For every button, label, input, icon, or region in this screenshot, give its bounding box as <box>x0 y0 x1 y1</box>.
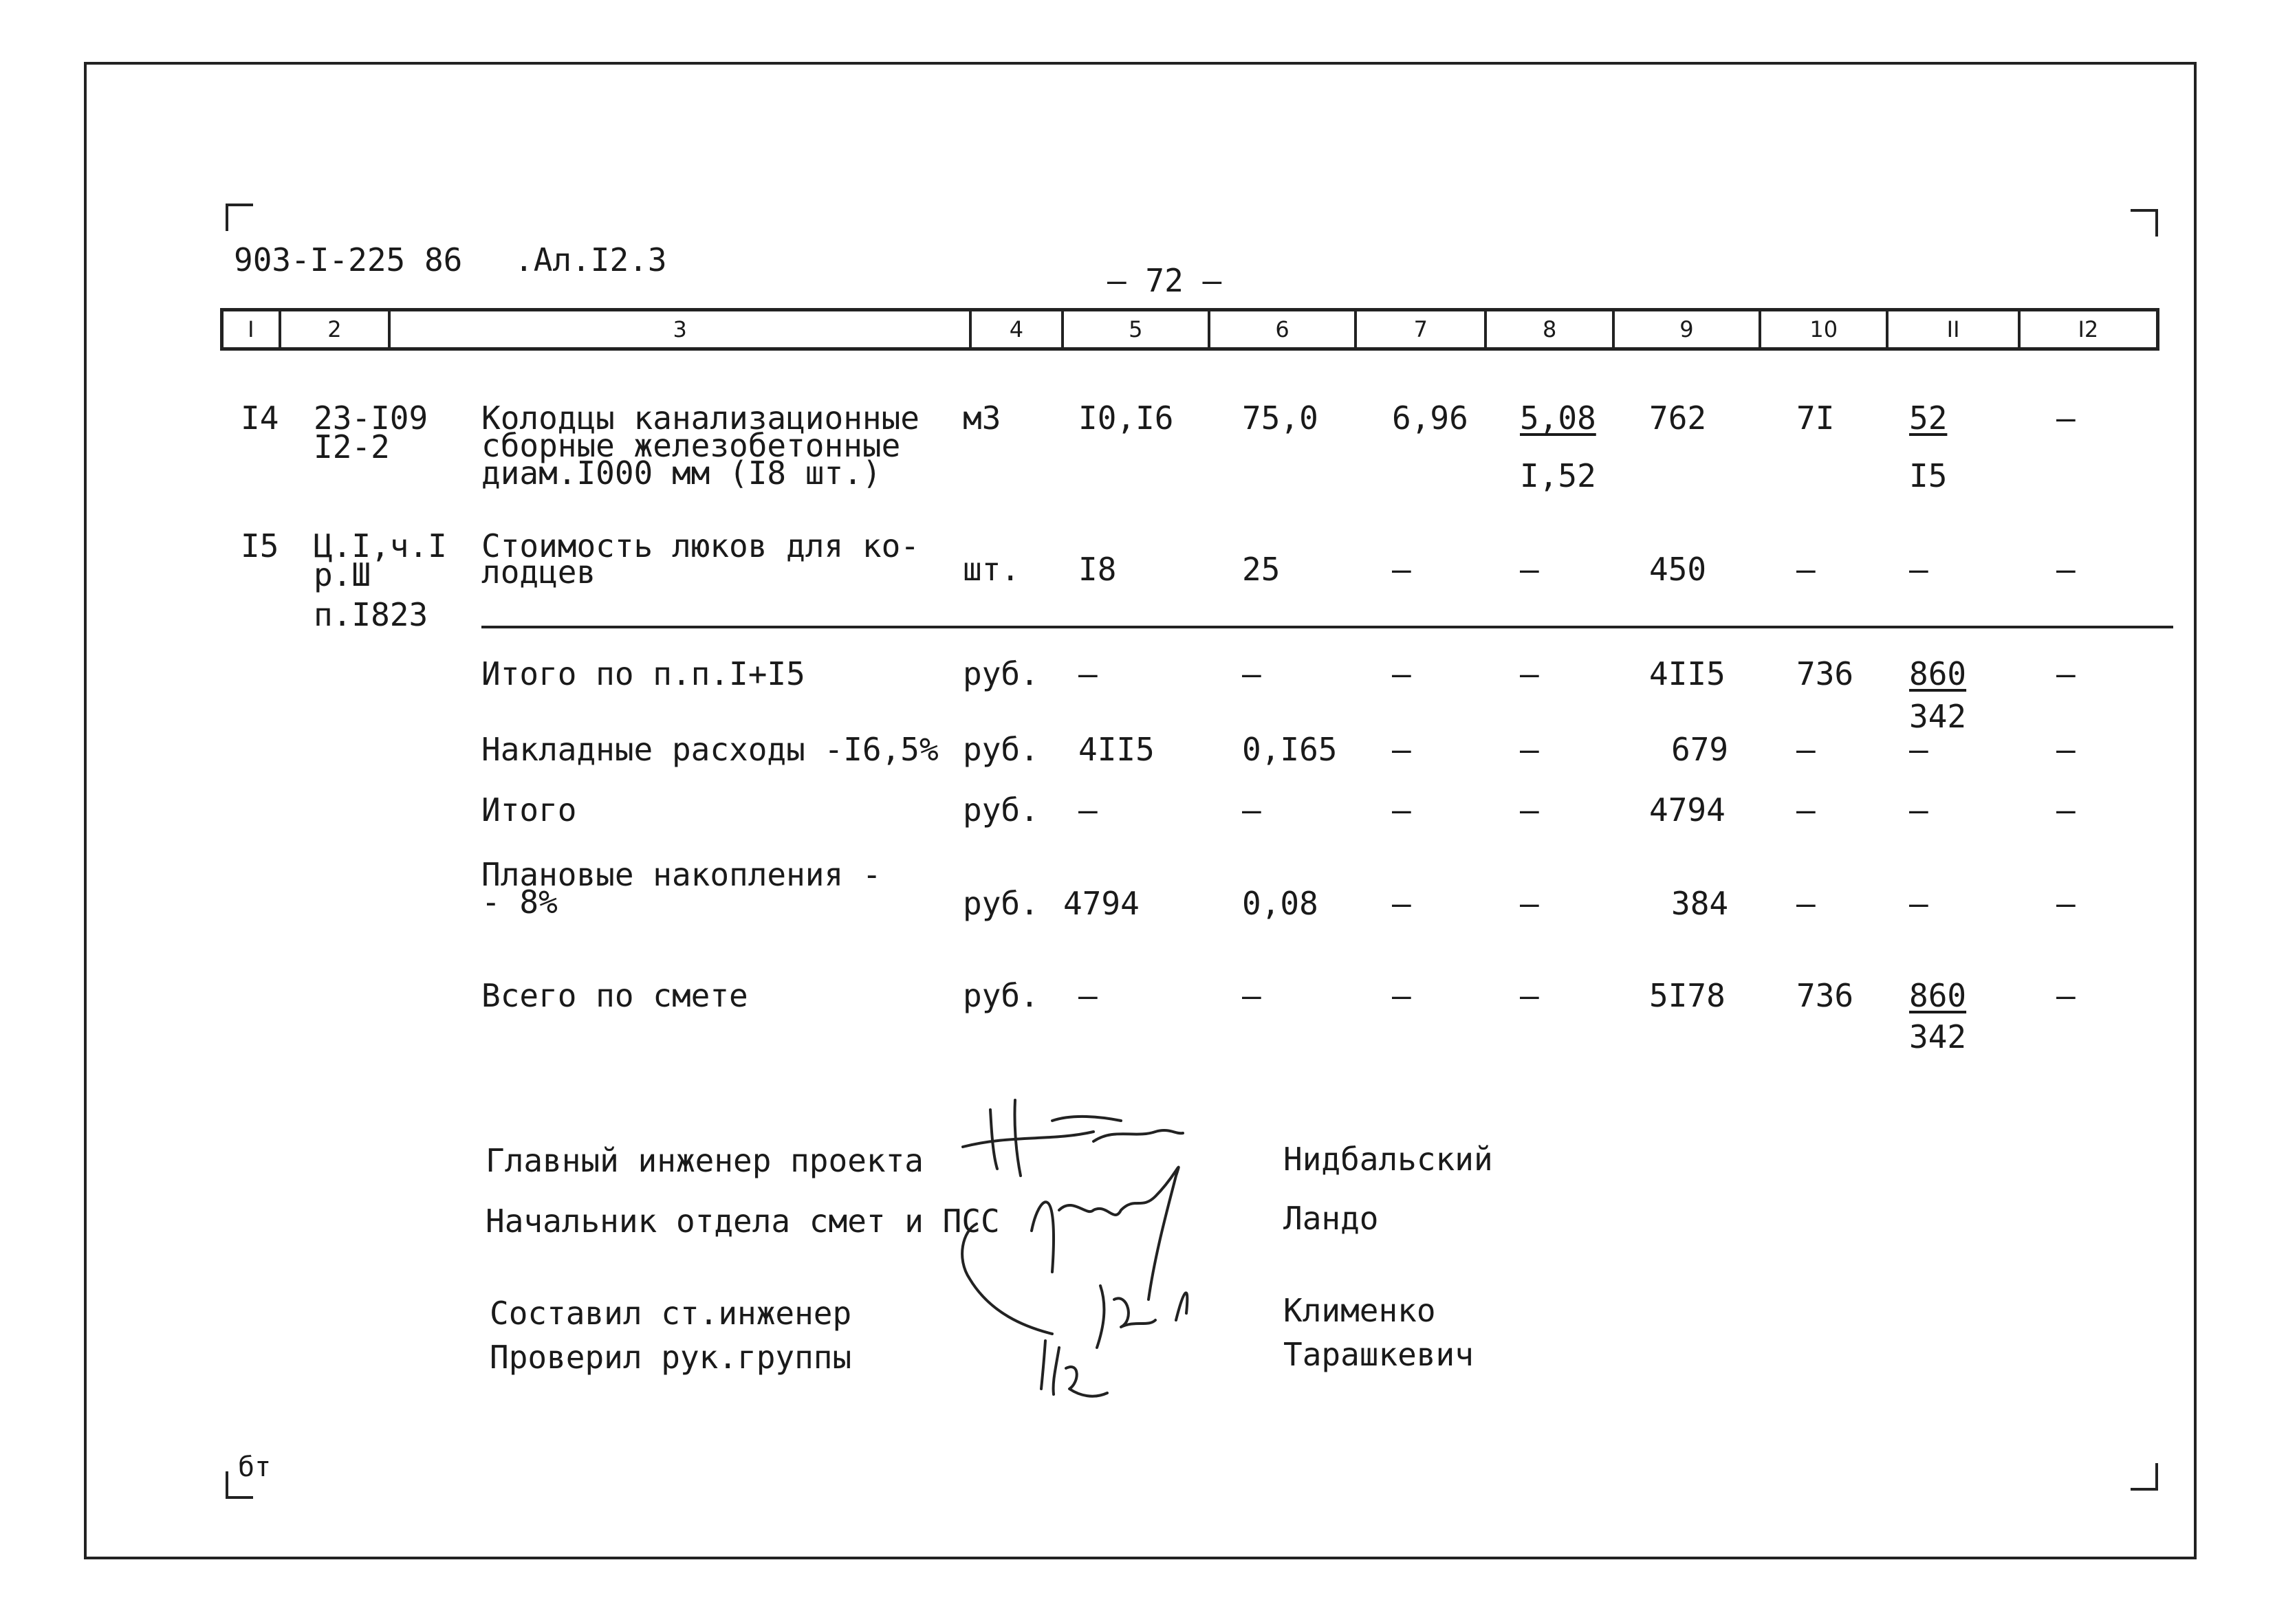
cell-c10: – <box>1796 551 1816 588</box>
total-cost: 4794 <box>1649 791 1726 829</box>
cell-c11-top: 860 <box>1909 655 1967 692</box>
cell-c11: – <box>1909 885 1928 922</box>
totals-divider <box>481 626 2173 628</box>
total-cost: 679 <box>1671 731 1729 768</box>
unit: руб. <box>963 885 1039 922</box>
total-cost: 384 <box>1671 885 1729 922</box>
cell-c7: – <box>1392 791 1411 829</box>
item-name: Колодцы канализационные <box>481 399 919 437</box>
item-name: сборные железобетонные <box>481 427 901 464</box>
total-cost: 762 <box>1649 399 1707 437</box>
unit: руб. <box>963 791 1039 829</box>
cell-c11: – <box>1909 791 1928 829</box>
total-label: - 8% <box>481 884 558 921</box>
cell-c12: – <box>2056 791 2076 829</box>
album-ref: .Ал.I2.3 <box>514 241 667 278</box>
signature-role: Главный инженер проекта <box>486 1142 924 1179</box>
cell-c8: – <box>1520 551 1539 588</box>
doc-code: 903-I-225 86 <box>234 241 463 278</box>
cell-c10: – <box>1796 885 1816 922</box>
column-header-row <box>220 308 2159 351</box>
total-label: Плановые накопления - <box>481 856 882 893</box>
signature-name: Тарашкевич <box>1283 1336 1474 1373</box>
signature-name: Ландо <box>1283 1200 1379 1237</box>
unit-price: – <box>1242 791 1261 829</box>
cell-c7: – <box>1392 977 1411 1014</box>
unit: руб. <box>963 977 1039 1014</box>
cell-c11-top: 52 <box>1909 399 1948 437</box>
cell-c10: 7I <box>1796 399 1835 437</box>
total-label: Итого по п.п.I+I5 <box>481 655 805 692</box>
page-number: — 72 — <box>1107 262 1222 299</box>
total-label: Всего по смете <box>481 977 748 1014</box>
signature-role: Проверил рук.группы <box>490 1339 852 1376</box>
cell-c11-bottom: I5 <box>1909 457 1948 494</box>
signature-role: Начальник отдела смет и ПСС <box>486 1203 1000 1240</box>
cell-c7: 6,96 <box>1392 399 1468 437</box>
cell-c11: – <box>1909 551 1928 588</box>
quantity: I0,I6 <box>1078 399 1174 437</box>
unit-price: 25 <box>1242 551 1281 588</box>
item-name: лодцев <box>481 553 596 591</box>
col-header: 4 <box>972 311 1064 347</box>
price-code: р.Ш <box>314 556 371 593</box>
unit-price: 75,0 <box>1242 399 1318 437</box>
cell-c8: – <box>1520 885 1539 922</box>
quantity: I8 <box>1078 551 1117 588</box>
price-code: 23-I09 <box>314 399 428 437</box>
item-name: Стоимость люков для ко- <box>481 527 919 564</box>
corner-mark-bottom-right <box>2131 1463 2158 1491</box>
corner-mark-text: бт <box>238 1451 272 1483</box>
unit: шт. <box>963 551 1021 588</box>
cell-c11-bottom: 342 <box>1909 698 1967 735</box>
unit-price: 0,08 <box>1242 885 1318 922</box>
unit: руб. <box>963 655 1039 692</box>
row-number: I4 <box>241 399 279 437</box>
col-header: 7 <box>1357 311 1487 347</box>
cell-c11-bottom: 342 <box>1909 1018 1967 1055</box>
price-code: п.I823 <box>314 596 428 633</box>
col-header: 9 <box>1615 311 1761 347</box>
cell-c7: – <box>1392 885 1411 922</box>
quantity: – <box>1078 655 1098 692</box>
item-name: диам.I000 мм (I8 шт.) <box>481 454 882 492</box>
cell-c8: – <box>1520 731 1539 768</box>
total-label: Итого <box>481 791 577 829</box>
cell-c11-top: 860 <box>1909 977 1967 1014</box>
corner-mark-top-right <box>2131 209 2158 237</box>
signature-name: Клименко <box>1283 1292 1436 1329</box>
cell-c8: – <box>1520 791 1539 829</box>
row-number: I5 <box>241 527 279 564</box>
signature-role: Составил ст.инженер <box>490 1295 852 1332</box>
unit-price: 0,I65 <box>1242 731 1338 768</box>
total-cost: 5I78 <box>1649 977 1726 1014</box>
quantity: – <box>1078 791 1098 829</box>
col-header: I2 <box>2078 316 2099 342</box>
col-header: II <box>1888 311 2020 347</box>
total-label: Накладные расходы -I6,5% <box>481 731 939 768</box>
unit-price: – <box>1242 977 1261 1014</box>
price-code: Ц.I,ч.I <box>314 527 447 564</box>
unit-price: – <box>1242 655 1261 692</box>
cell-c12: – <box>2056 885 2076 922</box>
col-header: I <box>224 311 281 347</box>
cell-c10: – <box>1796 731 1816 768</box>
cell-c8: – <box>1520 977 1539 1014</box>
cell-c8-top: 5,08 <box>1520 399 1596 437</box>
signature-name: Нидбальский <box>1283 1141 1493 1178</box>
cell-c12: – <box>2056 399 2076 437</box>
cell-c10: 736 <box>1796 977 1854 1014</box>
col-header: 5 <box>1064 311 1210 347</box>
cell-c12: – <box>2056 731 2076 768</box>
cell-c10: 736 <box>1796 655 1854 692</box>
col-header: 3 <box>391 311 972 347</box>
cell-c12: – <box>2056 977 2076 1014</box>
col-header: 10 <box>1761 311 1888 347</box>
cell-c8-bottom: I,52 <box>1520 457 1596 494</box>
total-cost: 450 <box>1649 551 1707 588</box>
col-header: 8 <box>1487 311 1614 347</box>
col-header: 2 <box>281 311 391 347</box>
corner-mark-top-left <box>226 204 253 231</box>
quantity: 4II5 <box>1078 731 1155 768</box>
cell-c7: – <box>1392 551 1411 588</box>
quantity: 4794 <box>1063 885 1140 922</box>
unit: м3 <box>963 399 1001 437</box>
price-code: I2-2 <box>314 428 390 465</box>
cell-c7: – <box>1392 731 1411 768</box>
handwritten-signatures <box>949 1093 1279 1409</box>
cell-c8: – <box>1520 655 1539 692</box>
total-cost: 4II5 <box>1649 655 1726 692</box>
cell-c10: – <box>1796 791 1816 829</box>
unit: руб. <box>963 731 1039 768</box>
quantity: – <box>1078 977 1098 1014</box>
cell-c12: – <box>2056 551 2076 588</box>
col-header: 6 <box>1210 311 1357 347</box>
cell-c11: – <box>1909 731 1928 768</box>
cell-c12: – <box>2056 655 2076 692</box>
cell-c7: – <box>1392 655 1411 692</box>
